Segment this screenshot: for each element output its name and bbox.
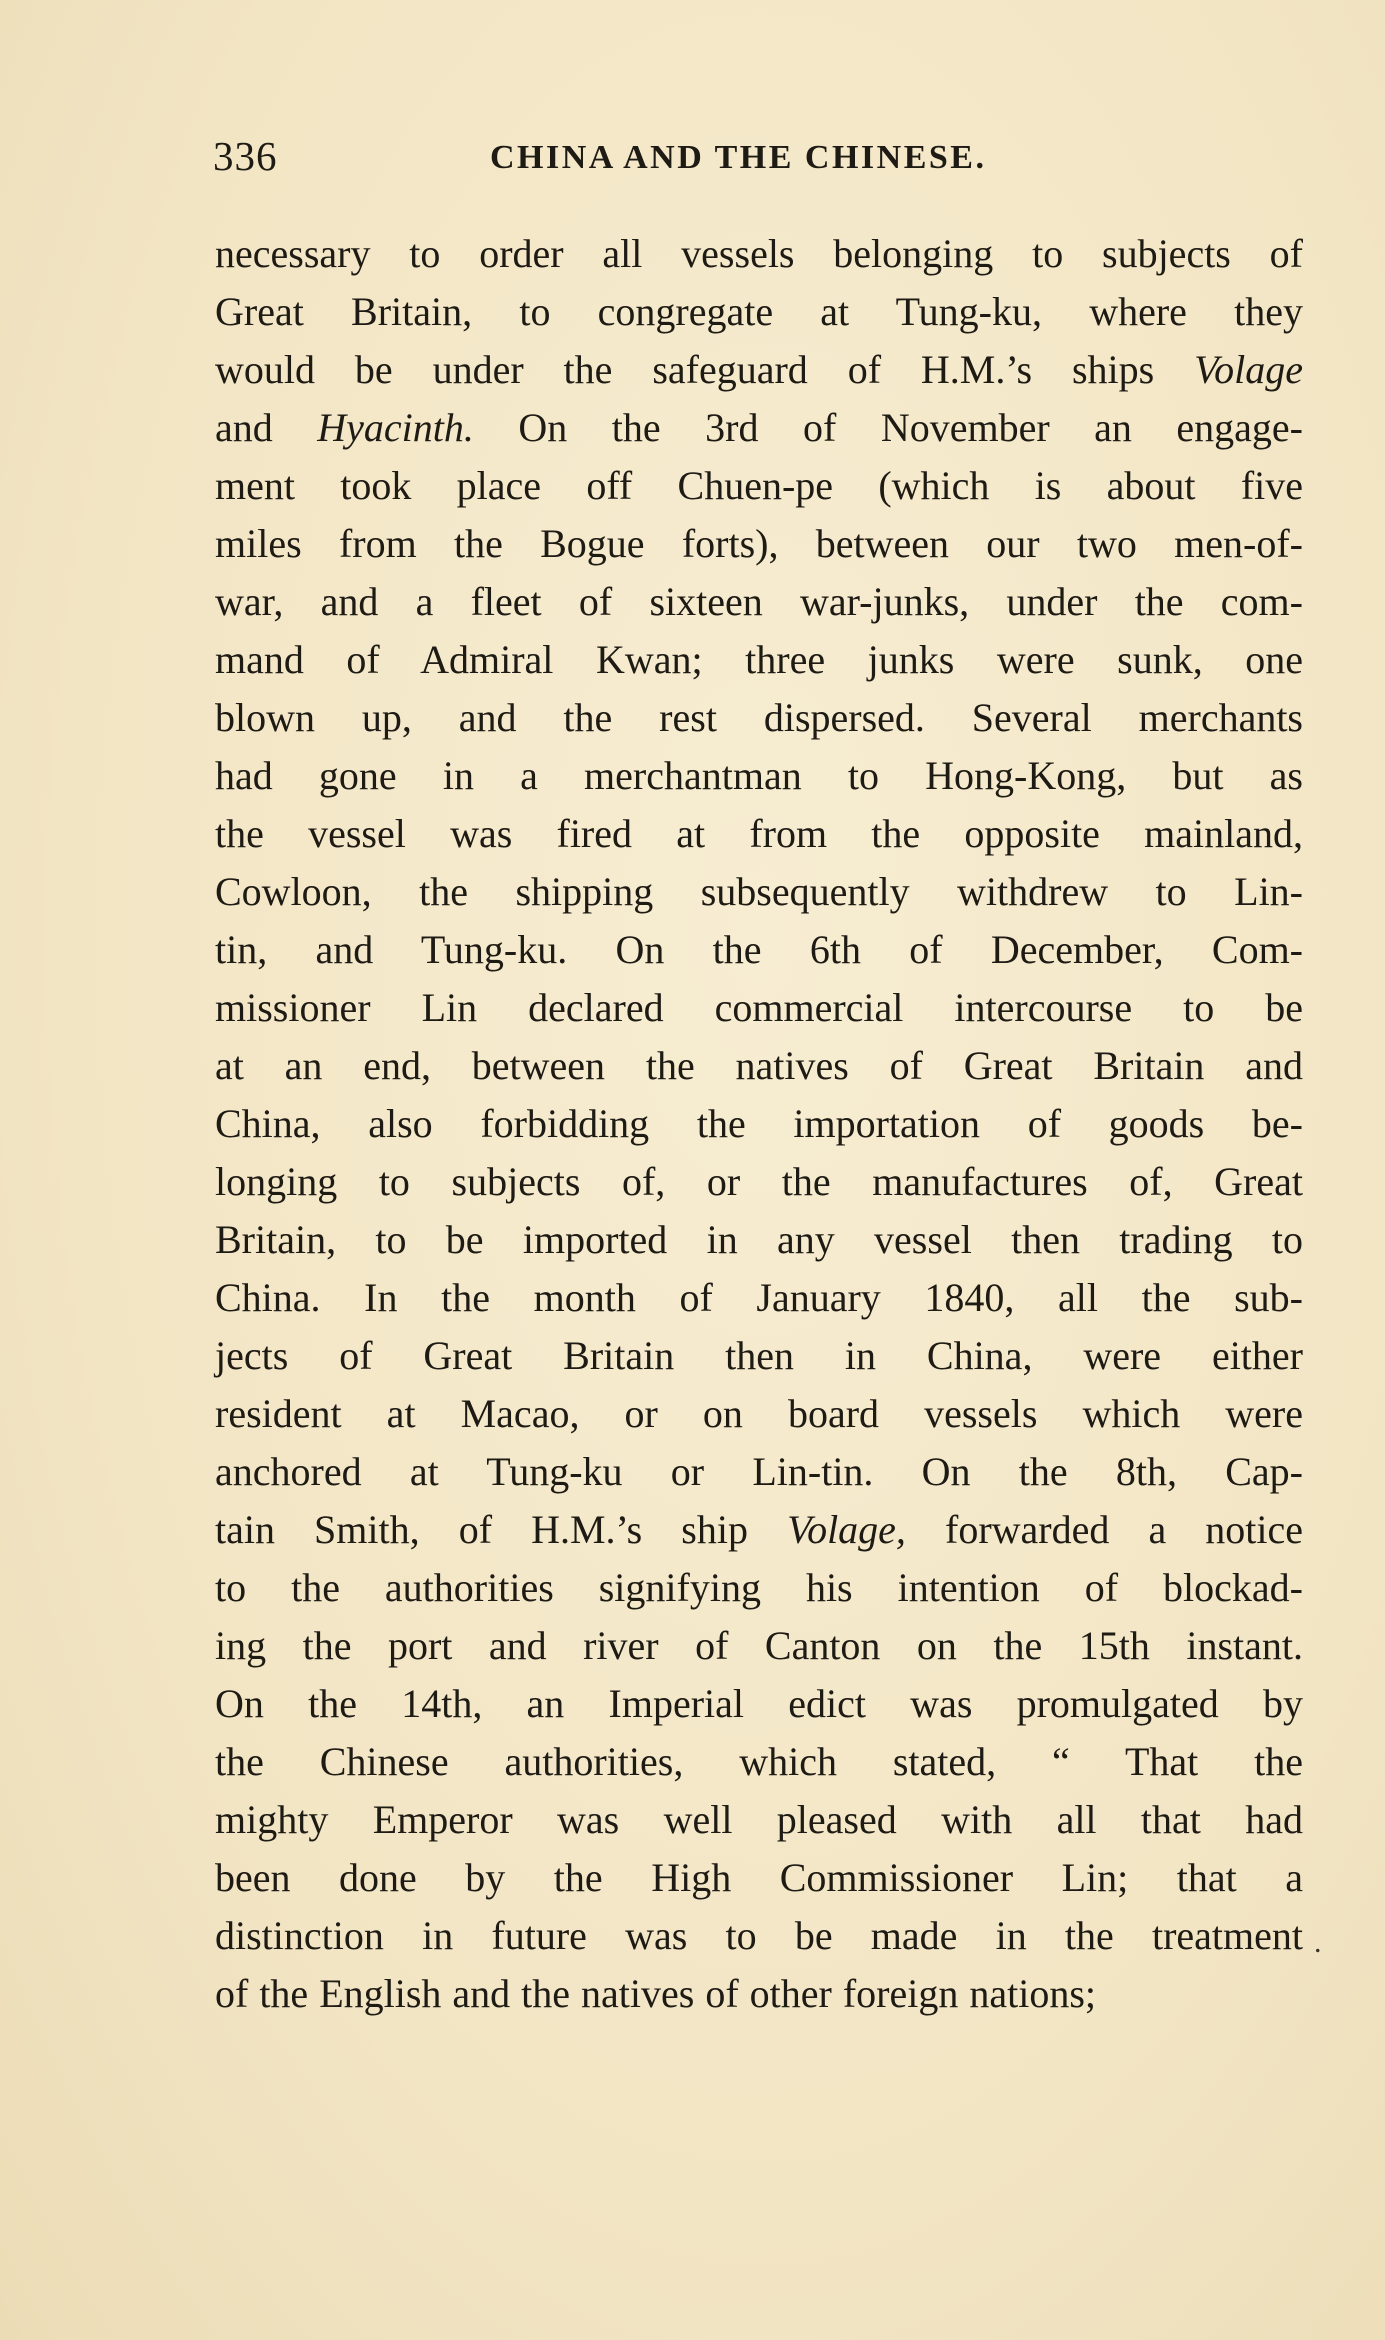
text-line: miles from the Bogue forts), between our two men-of- [215,521,1303,566]
text-line: ing the port and river of Canton on the 15th instant. [215,1623,1303,1668]
running-head [213,132,1303,182]
text-line: tain Smith, of H.M.’s ship Volage, forwarded a notice [215,1507,1303,1552]
text-line: been done by the High Commissioner Lin; that a [215,1855,1303,1900]
text-line: at an end, between the natives of Great Britain and [215,1043,1303,1088]
text-line: the vessel was fired at from the opposite mainland, [215,811,1303,856]
text-line: mand of Admiral Kwan; three junks were sunk, one [215,637,1303,682]
ship-name-italic: Volage, [787,1507,906,1552]
text-line: Britain, to be imported in any vessel then trading to [215,1217,1303,1262]
text-line: anchored at Tung-ku or Lin-tin. On the 8th, Cap- [215,1449,1303,1494]
text-line: ment took place off Chuen-pe (which is about five [215,463,1303,508]
margin-mark: . [1314,1926,1322,1959]
text-line: Cowloon, the shipping subsequently withdrew to Lin- [215,869,1303,914]
text-line: the Chinese authorities, which stated, “ That the [215,1739,1303,1784]
text-line: to the authorities signifying his intention of blockad- [215,1565,1303,1610]
text-line: longing to subjects of, or the manufactures of, Great [215,1159,1303,1204]
text-line: and Hyacinth. On the 3rd of November an engage- [215,405,1303,450]
text-line: China. In the month of January 1840, all the sub- [215,1275,1303,1320]
text-line: war, and a fleet of sixteen war-junks, under the com- [215,579,1303,624]
text-line: blown up, and the rest dispersed. Several merchants [215,695,1303,740]
text-line: would be under the safeguard of H.M.’s ships Volage [215,347,1303,392]
ship-name-italic: Hyacinth. [317,405,474,450]
text-line: China, also forbidding the importation of goods be- [215,1101,1303,1146]
text-line: of the English and the natives of other foreign nations; [215,1971,1097,2016]
ship-name-italic: Volage [1194,347,1303,392]
page-number: 336 [213,133,278,179]
text-line: mighty Emperor was well pleased with all that had [215,1797,1303,1842]
text-line: Great Britain, to congregate at Tung-ku, where they [215,289,1303,334]
text-line: tin, and Tung-ku. On the 6th of December, Com- [215,927,1303,972]
text-line: necessary to order all vessels belonging to subjects of [215,231,1303,276]
body-text [215,225,1303,2023]
text-line: missioner Lin declared commercial intercourse to be [215,985,1303,1030]
running-title: CHINA AND THE CHINESE. [490,139,987,176]
text-line: distinction in future was to be made in the treatment [215,1913,1303,1958]
text-line: On the 14th, an Imperial edict was promulgated by [215,1681,1303,1726]
text-line: had gone in a merchantman to Hong-Kong, but as [215,753,1303,798]
text-line: resident at Macao, or on board vessels which were [215,1391,1303,1436]
text-line: jects of Great Britain then in China, were either [215,1333,1303,1378]
